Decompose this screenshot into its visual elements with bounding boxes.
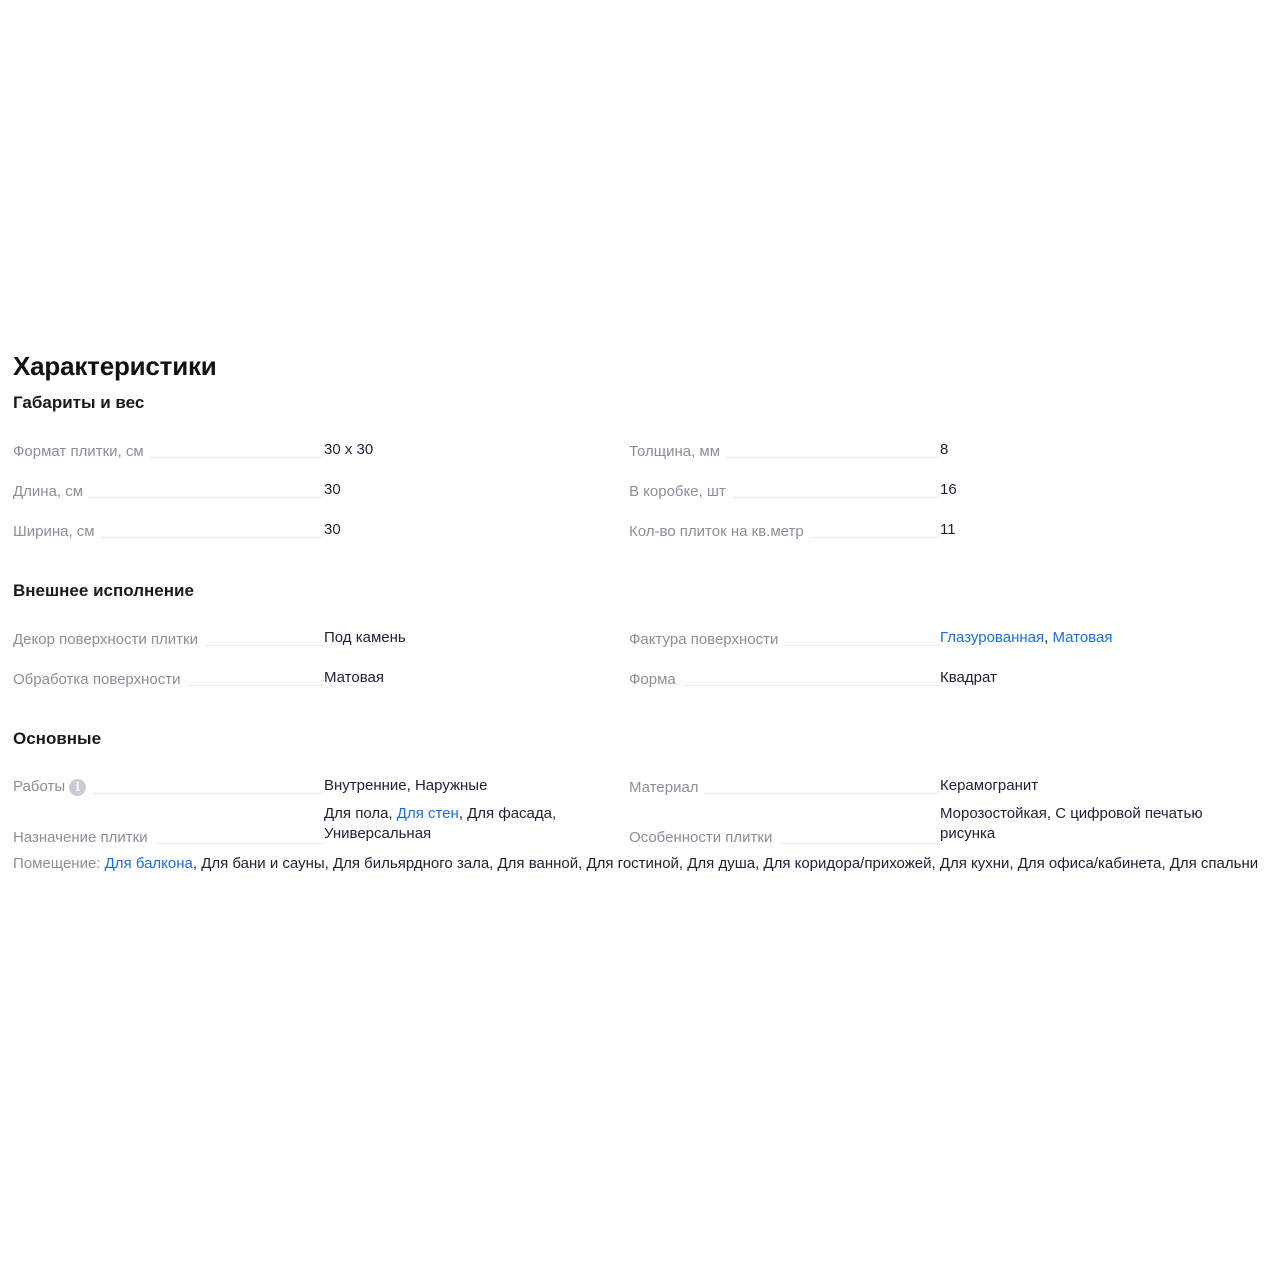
section-basic — [13, 724, 1267, 874]
spec-value: 30 — [324, 521, 341, 538]
spec-row — [629, 804, 1245, 854]
spec-row — [629, 764, 1245, 804]
room-row — [13, 854, 1267, 874]
spec-label: Толщина, мм — [629, 443, 726, 460]
spec-value: Матовая — [324, 669, 384, 686]
room-label: Помещение: — [13, 855, 101, 872]
spec-value: 8 — [940, 441, 949, 458]
spec-value: Квадрат — [940, 669, 997, 686]
spec-label: Материал — [629, 779, 705, 796]
characteristics-panel — [13, 344, 1267, 874]
spec-value: Внутренние, Наружные — [324, 777, 488, 794]
dimensions-right-column — [629, 428, 1245, 548]
spec-label: Работы — [13, 778, 66, 796]
spec-value: Керамогранит — [940, 777, 1039, 794]
purpose-link-walls[interactable]: Для стен — [396, 805, 459, 822]
spec-row — [13, 656, 629, 696]
surface-texture-link-glazed[interactable]: Глазурованная — [940, 629, 1045, 646]
spec-value: Морозостойкая, С цифровой печатью рисунка — [940, 805, 1203, 842]
page-title: Характеристики — [13, 351, 217, 381]
section-title-appearance: Внешнее исполнение — [13, 581, 194, 600]
spec-label: Фактура поверхности — [629, 631, 784, 648]
room-list: , Для бани и сауны, Для бильярдного зала, Для ванной, Для гостиной, Для душа, Для коридора/прихожей, Для кухни, Для офиса/кабинета, Для спальни — [192, 855, 1259, 872]
spec-value-links — [940, 628, 1245, 656]
spec-row — [629, 656, 1245, 696]
spec-label: Длина, см — [13, 483, 89, 500]
spec-label: Особенности плитки — [629, 829, 778, 846]
spec-value: 30 x 30 — [324, 441, 374, 458]
section-title-dimensions: Габариты и вес — [13, 393, 145, 412]
spec-label: Формат плитки, см — [13, 443, 150, 460]
spec-label: Назначение плитки — [13, 829, 154, 846]
spec-value: 30 — [324, 481, 341, 498]
spec-value: Под камень — [324, 629, 406, 646]
section-title-basic: Основные — [13, 729, 102, 748]
spec-value-purpose — [324, 804, 629, 854]
spec-value: 11 — [940, 521, 956, 538]
basic-left-column — [13, 764, 629, 854]
spec-label: Декор поверхности плитки — [13, 631, 204, 648]
basic-right-column — [629, 764, 1245, 854]
spec-label: Форма — [629, 671, 682, 688]
spec-row — [13, 468, 629, 508]
spec-row — [13, 764, 629, 804]
spec-label: Обработка поверхности — [13, 671, 186, 688]
surface-texture-link-matte[interactable]: Матовая — [1052, 629, 1113, 646]
spec-label: В коробке, шт — [629, 483, 732, 500]
spec-label: Ширина, см — [13, 523, 101, 540]
spec-row — [629, 508, 1245, 548]
appearance-right-column — [629, 616, 1245, 696]
spec-row — [629, 468, 1245, 508]
separator: , — [1044, 629, 1053, 646]
spec-label: Кол-во плиток на кв.метр — [629, 523, 810, 540]
spec-row — [13, 616, 629, 656]
info-icon[interactable]: i — [69, 779, 86, 796]
spec-row — [629, 428, 1245, 468]
appearance-left-column — [13, 616, 629, 696]
spec-value: 16 — [940, 481, 957, 498]
section-dimensions — [13, 388, 1267, 548]
dimensions-left-column — [13, 428, 629, 548]
purpose-text-2: , Для фасада, Универсальная — [324, 805, 557, 842]
section-appearance — [13, 576, 1267, 696]
spec-row — [13, 428, 629, 468]
spec-row — [13, 804, 629, 854]
room-link-balcony[interactable]: Для балкона — [104, 855, 193, 872]
spec-row — [13, 508, 629, 548]
spec-row — [629, 616, 1245, 656]
purpose-text-1: Для пола, — [324, 805, 397, 822]
